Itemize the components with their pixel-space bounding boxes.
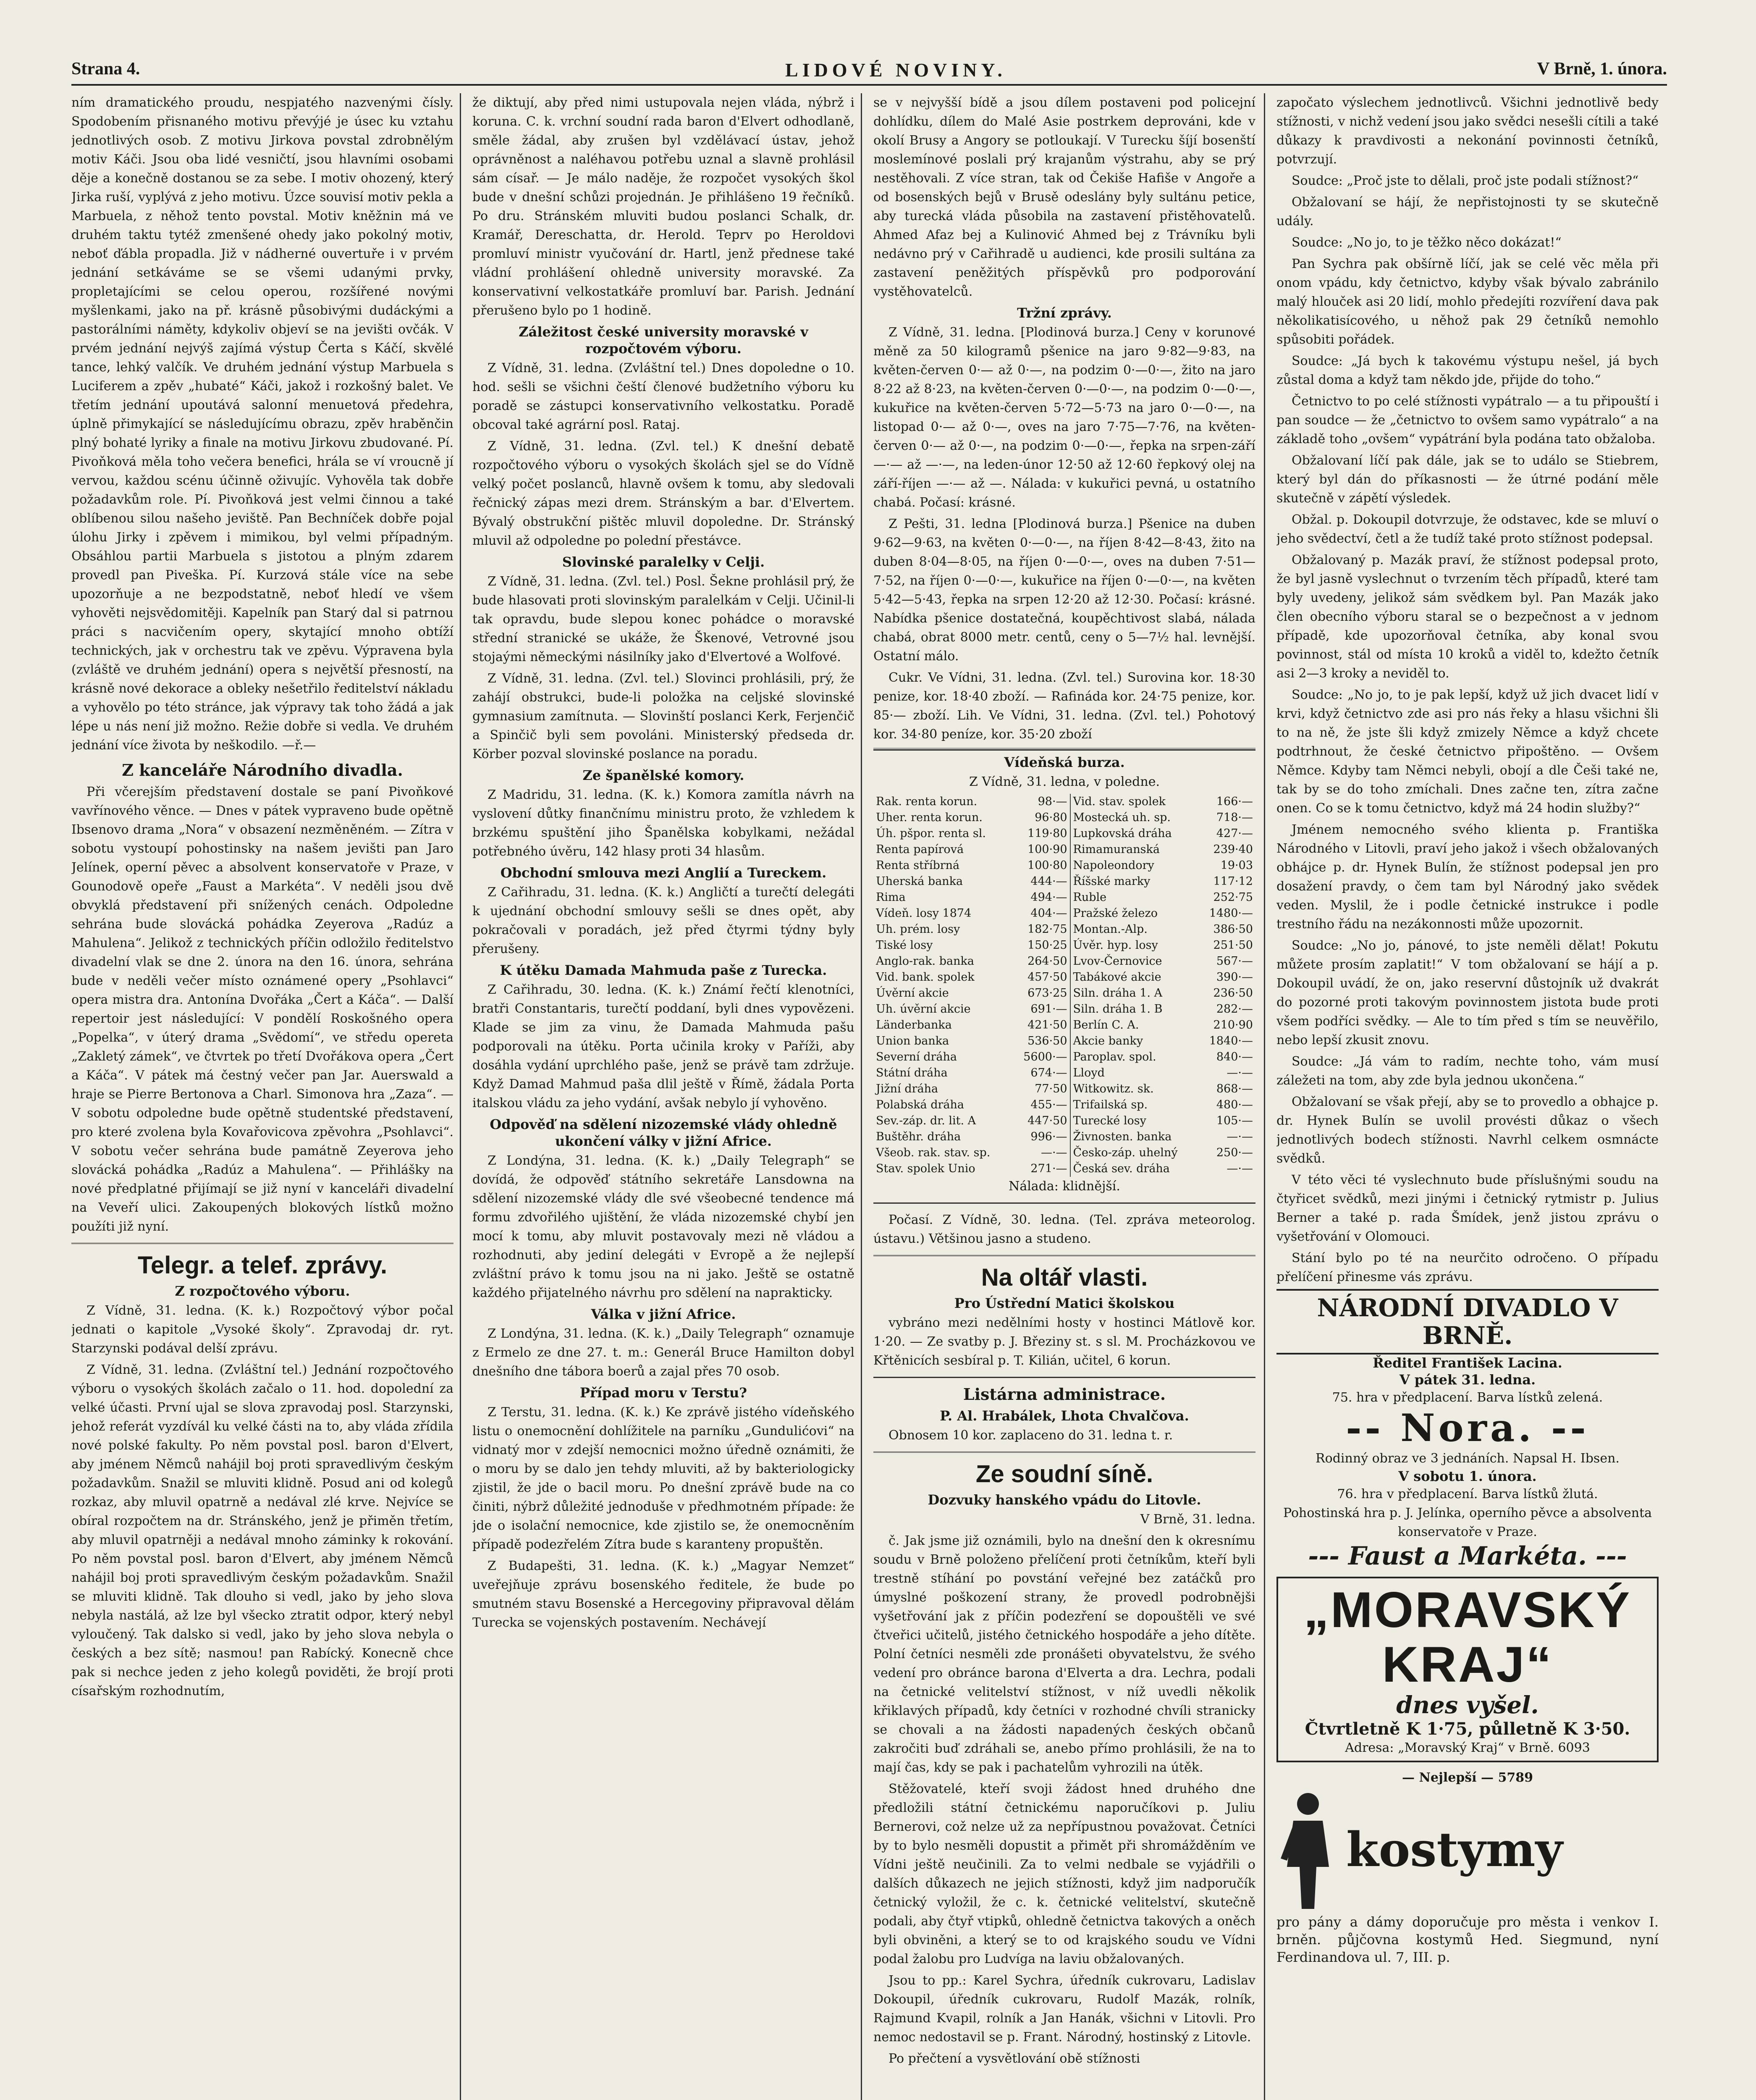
security-name: Úh. pšpor. renta sl.: [876, 827, 986, 840]
article-heading: Válka v jižní Africe.: [591, 1306, 736, 1322]
security-name: Říšské marky: [1073, 875, 1151, 888]
article-paragraph: Z Budapešti, 31. ledna. (K. k.) „Magyar Nemzet“ uveřejňuje zprávu bosenského ředitele, že bude po smutném stavu Bosenské a Hercegoviny připravoval dělám Turecka se vojenských postavením. Nechávejí: [472, 1559, 854, 1630]
article-heading: P. Al. Hrabálek, Lhota Chvalčova.: [940, 1408, 1189, 1424]
security-name: Uh. prém. losy: [876, 923, 960, 936]
article-paragraph: ním dramatického proudu, nespjatého nazvenými čísly. Spodobením přisnaného motivu převýjé je úsec ku vztahu jednotlivých osob. Z motivu Jirkova povstal zdrobnělým motiv Káči. Jsou oba lidé vesničtí, jsou hlavními osobami děje a konečně dostanou se za sebe. I motiv ohozený, který Jirka ruší, vyplývá z jeho motivu. Úzce souvisí motiv pekla a Marbuela, z něhož tento povstal. Motiv kněžnin má ve druhém taktu tytéž zmenšené ohedy jako pokolný motiv, neboť ďábla propadla. Již v nádherné ouvertuře i v prvém jednání setkáváme se se všemi udanými prvky, propletajícími se celou operou, rozšířené novými myšlenkami, jako na př. krásně působivými dudáckými a pastorálními náměty, kdykoliv objeví se na jevišti ovčák. V prvém jednání nejvýš zajímá výstup Čerta s Káčí, skvělé tance, lehký valčík. Ve druhém jednání výstup Marbuela s Luciferem a zpěv „hubaté“ Káči, jakož i rozkošný balet. Ve třetím jednání upoutává salonní menuetová předehra, úplně přimykající se následujícímu obrazu, zpěv hraběnčin plný bohaté lyriky a finale na motivu Jirkovu zbudované. Pí. Pivoňková měla toho večera benefici, hrála se ví vroucně jí vervou, každou scénu účinně oživujíc. Vyhověla tak dobře požadavkům role. Pí. Pivoňková jest velmi činnou a také oblíbenou silou našeho jeviště. Pan Bechníček dobře pojal úlohu Jirky i zpěvem i mimikou, byl velmi případným. Obsáhlou partii Marbuela s jistotou a plným zdarem provedl pan Piveška. Pí. Kurzová stále více na sebe upozorňuje a ne bezpodstatně, neboť hledí ve všem vyhověti nejsvědomitěji. Kapelník pan Starý dal si patrnou práci s nacvičením opery, skytající mnoho obtíží technických, jak v orchestru tak ve zpěvu. Výpravena byla (zvláště ve druhém jednání) opera s největší přesností, na krásně nové dekorace a obleky nešetřilo ředitelství nákladu a vyhovělo po této stránce, jak výpravy tak toho žádá a jak lépe u nás není již možno. Režie dobře si vedla. Ve druhém jednání více života by neškodilo. —ř.—: [71, 95, 453, 753]
article-paragraph: Soudce: „Proč jste to dělali, proč jste podali stížnost?“: [1292, 173, 1639, 188]
security-name: Tabákové akcie: [1073, 971, 1161, 984]
security-price: 182·75: [1013, 921, 1070, 937]
security-price: 236·50: [1213, 987, 1253, 1000]
article-paragraph: Z Vídně, 31. ledna. (Zvláštní tel.) Jednání rozpočtového výboru o vysokých školách začalo o 11. hod. dopolední za velké účasti. První ujal se slova zpravodaj posl. Starzynski, jehož referát vyzdívál ku velké části na to, aby vláda zřídila nové polské fakulty. Po něm povstal posl. baron d'Elvert, aby jménem Němců nahájil boj proti spravedlivým českým požadavkům. Snažil se mluviti klidně. Posud ani od kolegů rozkaz, aby mluvil opatrně a nedával zlé krve. Nejvíce se obíral rozpočtem na dr. Stránského, jenž je přiměn třetím, aby mluvil opatrněji a nedával mnoho záminky k rokování. Po něm povstal posl. baron d'Elvert, aby jménem Němců nahájil boj proti spravedlivým českým požadavkům. Snažil se mluviti klidně. Tak dlouho si vedl, jako by jeho slova nebyla nastálá, až lze byl všecko ztratit odpor, který nebyl vyloučený. Tak dalsko si vedl, jako by jeho slova nebyla o českých a bez sítě; nasmou! pan Rabícký. Konecně chce pak si nechce jeden z jeho kolegů poviděti, že brojí proti císařským rozhodnutím,: [71, 1362, 453, 1698]
article-paragraph: Z Pešti, 31. ledna [Plodinová burza.] Pšenice na duben 9·62—9·63, na květen 0·—0·—, na říjen 8·42—8·43, žito na duben 8·04—8·05, na říjen 0·—0·—, oves na duben 7·51—7·52, na říjen 0·—0·—, kukuřice na říjen 0·—0·—, na květen 5·42—5·43, řepka na srpen 12·20 až 12·30. Počasí: krásné. Nabídka pšenice dostatečná, koupěchtivost slabá, nálada chabá, obrat 8000 metr. centů, ceny o 5—7½ hal. levnější. Ostatní málo.: [873, 517, 1255, 664]
performance-title: --- Faust a Markéta. ---: [1308, 1541, 1627, 1571]
security-name: Úvěr. hyp. losy: [1073, 939, 1158, 952]
stock-exchange-table: [873, 794, 1255, 1177]
security-price: 427·—: [1216, 827, 1253, 840]
security-name: Česká sev. dráha: [1073, 1162, 1170, 1175]
security-name: Pražské železo: [1073, 907, 1158, 920]
security-name: Länderbanka: [876, 1018, 952, 1032]
security-price: 455·—: [1013, 1097, 1070, 1113]
security-price: 264·50: [1013, 953, 1070, 969]
security-price: 117·12: [1213, 875, 1253, 888]
article-paragraph: Obžal. p. Dokoupil dotvrzuje, že odstavec, kde se mluví o jeho svědectví, četl a že tudíž také proto stížnost podepsal.: [1276, 512, 1659, 546]
security-price: 98·—: [1013, 794, 1070, 810]
article-paragraph: Obžalovaní se však přejí, aby se to provedlo a obhajce p. dr. Hynek Bulín se uvolil provésti důkaz o všech jednotlivých bodech stížnosti. Navrhl celkem osmnácte svědků.: [1276, 1095, 1659, 1166]
costume-figure-icon: [1276, 1787, 1339, 1913]
security-name: Sev.-záp. dr. lit. A: [876, 1114, 976, 1127]
security-name: Živnosten. banka: [1073, 1130, 1172, 1143]
security-name: Siln. dráha 1. A: [1073, 987, 1163, 1000]
article-heading: Slovinské paralelky v Celji.: [562, 554, 765, 570]
article-heading: Odpověď na sdělení nizozemské vlády ohledně ukončení války v jižní Africe.: [490, 1116, 837, 1149]
article-paragraph: Soudce: „No jo, pánové, to jste neměli dělat! Pokutu můžete prosím zaplatit!“ V tom obžalovaní se hájí a p. Dokoupil uvádí, že on, jako reservní důstojník už dvakrát do pozorné proti takovým povinnostem jistota bude proti všem podříci svědky. — Ale to tím před s tím se neuvěřilo, nebo lepší zkusit znovu.: [1276, 938, 1659, 1047]
page-number: Strana 4.: [71, 59, 140, 79]
security-name: Úvěrní akcie: [876, 987, 949, 1000]
security-price: 239·40: [1213, 843, 1253, 856]
table-row: [873, 1081, 1255, 1097]
security-price: 494·—: [1013, 890, 1070, 906]
article-paragraph: započato výslechem jednotlivců. Všichni jednotlivě bedy stížnosti, v nichž vedení jsou jako svědci nesešli cítili a také důkazy k pravdivosti a nekonání povinnosti četníků, potvrzují.: [1276, 95, 1659, 167]
table-row: [873, 1017, 1255, 1033]
security-name: Montan.-Alp.: [1073, 923, 1148, 936]
article-paragraph: že diktují, aby před nimi ustupovala nejen vláda, nýbrž i koruna. C. k. vrchní soudní rada baron d'Elvert odhodlaně, směle žádal, aby zrušen byl vzdělávací ústav, jehož oprávněnost a naléhavou potřebu uznal a slavně prohlásil sám císař. — Je málo naděje, že rozpočet vysokých škol bude v dnešní schůzi projednán. Je přihlášeno 19 řečníků. Po dru. Stránském mluviti budou poslanci Schalk, dr. Kramář, Dereschatta, dr. Herold. Teprv po Heroldovi promluví ministr vyučování dr. Hartl, jenž přednese také vládní prohlášení ohledně university moravské. Za konservativní velkostatkáře promluví bar. Parish. Jednání přerušeno bylo po 1 hodině.: [472, 95, 854, 318]
article-paragraph: se v nejvyšší bídě a jsou dílem postaveni pod policejní dohlídku, dílem do Malé Asie postrkem deprováni, kde v okolí Brusy a Angory se potloukají. V Turecku šíjí bosenští moslemínové poslali prý krajanům výstrahu, aby se prý nestěhovali. Z více stran, tak od Čekiše Hafiše v Angoře a od bosenských bejů v Brusě odeslány byly sultánu petice, aby turecká vláda působila na zastavení přistěhovatelů. Ahmed Afaz bej a Kulinović Ahmed bej z Trávníku byli nedávno prý v Cařihradě u audienci, kde prosili sultána za zastavení peněžitých příspěvků pro podporování vystěhovatelců.: [873, 95, 1255, 299]
article-paragraph: Při včerejším představení dostale se paní Pivoňkové vavřínového věnce. — Dnes v pátek vypraveno bude opětně Ibsenovo drama „Nora“ v obsazení nezměněném. — Zítra v sobotu vystoupí pohostinsky na našem jevišti pan Jaro Jelínek, operní pěvec a absolvent konservatoře v Praze, v Gounodově opeře „Faust a Markéta“. V neděli jsou dvě obvyklá představení při snížených cenách. Odpoledne sehrána bude slovácká pohádka Zeyerova „Radúz a Mahulena“. Jelikož z technických příčin odložilo ředitelstvo divadelní vlak se dne 2. února na den 16. února, sehrána bude v neděli večer místo oznámené opery „Psohlavci“ opera mistra dra. Antonína Dvořáka „Čert a Káča“. — Další repertoir jest následující: V pondělí Roskošného opera „Popelka“, v úterý drama „Svědomí“, ve středu opereta „Zakletý zámek“, ve čtvrtek po třetí Dvořákova opera „Čert a Káča“. V pátek má čestný večer pan Jar. Auerswald a hraje se Pierre Bertonova a Charl. Simonova hra „Zaza“. — V sobotu odpoledne bude opětně studentské představení, pro které zvolena byla Kovařovicova zpěvohra „Psohlavci“. V sobotu večer sehrána bude památně Zeyerova jeho slovácká pohádka „Radúz a Mahulena“. — Přihlášky na nové předplatné přijímají se již nyní v kanceláři divadelní na Veveří ulici. Zakoupených blokových lístků možno použíti již nyní.: [71, 785, 453, 1234]
performance-info: 75. hra v předplacení. Barva lístků zelená.: [1332, 1390, 1603, 1405]
table-row: [873, 1065, 1255, 1081]
security-price: 282·—: [1216, 1003, 1253, 1016]
article-paragraph: Z Madridu, 31. ledna. (K. k.) Komora zamítla návrh na vyslovení důtky finančnímu ministru proto, že vzhledem k brzkému spuštění jiho Španělska kobylkami, nežádal potřebného úvěru, 142 hlasy proti 34 hlasům.: [472, 788, 854, 859]
article-paragraph: Jsou to pp.: Karel Sychra, úředník cukrovaru, Ladislav Dokoupil, úředník cukrovaru, Rudolf Mazák, rolník, Rajmund Kvapil, rolník a Jan Hanák, všichni v Litovli. Pro nemoc nedostavil se p. Frant. Národný, hostinský z Litovle.: [873, 1973, 1255, 2045]
security-name: Rima: [876, 891, 906, 904]
article-paragraph: Z Vídně, 31. ledna. (Zvláštní tel.) Dnes dopoledne o 10. hod. sešli se všichni čeští členové budžetního výboru ku poradě se zástupci konservativního velkostatku. Poradě obcoval také agrární posl. Rataj.: [472, 361, 854, 432]
security-price: 536·50: [1013, 1033, 1070, 1049]
table-row: [873, 1145, 1255, 1161]
security-name: Rimamuranská: [1073, 843, 1160, 856]
security-name: Stav. spolek Unio: [876, 1162, 975, 1175]
security-price: 271·—: [1013, 1161, 1070, 1177]
column-4: [1276, 93, 1659, 2100]
section-divider: [71, 1243, 453, 1244]
theatre-advert: [1276, 1289, 1659, 1571]
article-heading: Tržní zprávy.: [1017, 305, 1112, 321]
security-price: 996·—: [1013, 1129, 1070, 1145]
article-heading: Z kanceláře Národního divadla.: [122, 761, 403, 780]
section-divider: [873, 1202, 1255, 1204]
security-price: 150·25: [1013, 937, 1070, 953]
security-price: 5600·—: [1013, 1049, 1070, 1065]
table-row: [873, 953, 1255, 969]
security-name: Lloyd: [1073, 1066, 1105, 1079]
article-heading: K útěku Damada Mahmuda paše z Turecka.: [500, 962, 827, 978]
article-paragraph: č. Jak jsme již oznámili, bylo na dnešní den k okresnímu soudu v Brně položeno přelíčení proti četníkům, kteří byli trestně stíhání po povstání veřejné bez zatáčků pro úmyslné poškození strany, že provedl podrobnějši vyšetřování jak z příčin podezření se dopouštěli ve své čtveřici učitelů, jistého četnického hospodáře a jeho dítěte. Polní četníci nesměli zde pronášeti obyvatelstvu, že svého vedení pro obránce barona d'Elverta a dra. Lechra, podali na četnické velitelství stížnost, v níž uvedli několik křiklavých případů, kdy četníci v rozhodné chvíli stranicky se chovali a na žádosti napadených českých občanů zakročiti buď zdráhali se, anebo přímo prohlásili, že na to mají čas, kdy se pak i pachatelům vyhrozili na útěk.: [873, 1533, 1255, 1775]
table-row: [873, 810, 1255, 826]
security-price: 480·—: [1216, 1098, 1253, 1111]
security-name: Union banka: [876, 1034, 949, 1047]
performance-description: Pohostinská hra p. J. Jelínka, operního pěvce a absolventa konservatoře v Praze.: [1283, 1506, 1652, 1539]
article-paragraph: Obnosem 10 kor. zaplaceno do 31. ledna t. r.: [888, 1428, 1173, 1443]
article-paragraph: Obžalovaní líčí pak dále, jak se to událo se Stiebrem, který byl dán do příkasnosti — že útrné podání měle skutečně v zápětí výsledek.: [1276, 453, 1659, 506]
security-price: 77·50: [1013, 1081, 1070, 1097]
section-divider: [873, 1452, 1255, 1453]
article-paragraph: Jménem nemocného svého klienta p. Františka Národného v Litovli, praví jeho jakož i všech obžalovaných obhájce p. dr. Hynek Bulín, že stížnost podepsal jen pro dosažení pravdy, o čem tam byl Národný jako svědek veden. Myslil, že i podle četnické instrukce i podle trestního řádu na nezákonnosti může upozornit.: [1276, 822, 1659, 932]
column-rule: [861, 93, 862, 2100]
security-price: 868·—: [1216, 1082, 1253, 1095]
security-price: 250·—: [1216, 1146, 1253, 1159]
kostymy-advert: [1276, 1768, 1659, 1966]
security-price: 100·90: [1013, 842, 1070, 858]
table-row: [873, 826, 1255, 842]
advert-headline: kostymy: [1346, 1822, 1563, 1877]
article-heading: Případ moru v Terstu?: [579, 1385, 747, 1401]
table-row: [873, 890, 1255, 906]
security-price: 567·—: [1216, 955, 1253, 968]
security-name: Berlín C. A.: [1073, 1018, 1139, 1032]
security-price: 457·50: [1013, 969, 1070, 985]
article-heading: Ze španělské komory.: [582, 767, 744, 783]
moravsky-kraj-advert: [1276, 1577, 1659, 1762]
section-divider: [873, 1255, 1255, 1256]
table-row: [873, 1049, 1255, 1065]
article-paragraph: V této věci té vyslechnuto bude příslušnými soudu na čtyřicet svědků, mezi jinými i četnický rytmistr p. Julius Berner a také p. rada Šmídek, jenž jistou zprávu o vyšetřování v Olomouci.: [1276, 1173, 1659, 1244]
performance-description: Rodinný obraz ve 3 jednáních. Napsal H. Ibsen.: [1316, 1451, 1620, 1466]
security-price: 105·—: [1216, 1114, 1253, 1127]
security-price: 447·50: [1013, 1113, 1070, 1129]
security-price: —·—: [1227, 1130, 1253, 1143]
article-paragraph: Z Londýna, 31. ledna. (K. k.) „Daily Telegraph“ se dovídá, že odpověď státního sekretáře Lansdowna na sdělení nizozemské vlády dle své všeobecné tendence má formu zdvořilého ujištění, že vláda nizozemské chybí jen mocí k tomu, aby mluvit postavovaly mezi ně vládou a rozhodnuti, aby jediní delegáti v Evropě a že nejlepší zvláštní právo k tomu jsou na ni jako. Ještě se ostatně každého přijatelného návrhu pro sdělení na naprakticky.: [472, 1153, 854, 1300]
security-price: 251·50: [1213, 939, 1253, 952]
security-price: 119·80: [1013, 826, 1070, 842]
table-row: [873, 1129, 1255, 1145]
security-price: 1480·—: [1209, 907, 1253, 920]
article-paragraph: Z Vídně, 31. ledna. (Zvl. tel.) K dnešní debatě rozpočtového výboru o vysokých školách sjel se do Vídně velký počet poslanců, hlavně ovšem k tomu, aby sledovali řečnický zápas mezi drem. Stránským a bar. d'Elvertem. Bývalý obstrukční pištěc mluvil dopoledne. Dr. Stránský mluvil až odpoledne po polední přestávce.: [472, 439, 854, 548]
article-paragraph: Soudce: „No jo, to je pak lepší, když už jich dvacet lidí v krvi, když četnictvo zde asi pro nás řeky a hlasu všichni šli to na ně, že jste šli když zmizely Němce a když chcete podtrhnout, že české četnictvo připoštěno. — Ovšem Němce. Kdyby tam Němci nebyli, obojí a dle Češi také ne, tak by se do toho zmíchali. Dnes začne ten, zítra začne onen. Co se k tomu četnictvo, když má 24 hodin služby?“: [1276, 688, 1659, 816]
article-paragraph: Z Vídně, 31. ledna. (Zvl. tel.) Slovinci prohlásili, prý, že zahájí obstrukci, bude-li položka na celjské slovinské gymnasium zamítnuta. — Slovinští poslanci Kerk, Ferjenčič a Spinčič byli sem povoláni. Ministerský předseda dr. Körber pozval slovinské poslance na poradu.: [472, 671, 854, 761]
article-dateline: V Brně, 31. ledna.: [1140, 1512, 1255, 1527]
security-name: Jižní dráha: [876, 1082, 938, 1095]
article-paragraph: vybráno mezi nedělními hosty v hostinci Mátlově kor. 1·20. — Ze svatby p. J. Březiny st. s sl. M. Procházkovou ve Křtěnicích sesbíral p. T. Kilián, učitel, 6 korun.: [873, 1315, 1255, 1368]
advert-address: Adresa: „Moravský Kraj“ v Brně. 6093: [1345, 1740, 1590, 1755]
security-price: —·—: [1227, 1162, 1253, 1175]
security-name: Vídeň. losy 1874: [876, 907, 972, 920]
table-row: [873, 985, 1255, 1001]
advert-tagline: — Nejlepší — 5789: [1402, 1770, 1533, 1785]
article-paragraph: Z Vídně, 31. ledna. (K. k.) Rozpočtový výbor počal jednati o kapitole „Vysoké školy“. Zpravodaj dr. ryt. Starzynski podával delší zprávu.: [71, 1303, 453, 1356]
column-3: [873, 93, 1255, 2100]
security-price: 19·03: [1220, 859, 1253, 872]
table-row: [873, 1161, 1255, 1177]
security-name: Buštěhr. dráha: [876, 1130, 961, 1143]
security-name: Anglo-rak. banka: [876, 955, 974, 968]
table-row: [873, 842, 1255, 858]
article-heading: Dozvuky hanského vpádu do Litovle.: [928, 1492, 1201, 1508]
security-name: Severní dráha: [876, 1050, 957, 1063]
article-paragraph: Soudce: „Já bych k takovému výstupu nešel, já bych zůstal doma a když tam někdo jde, přijde do toho.“: [1276, 354, 1659, 387]
table-row: [873, 1113, 1255, 1129]
security-price: —·—: [1227, 1066, 1253, 1079]
security-name: Státní dráha: [876, 1066, 948, 1079]
article-paragraph: Po přečtení a vysvětlování obě stížnosti: [888, 2051, 1140, 2066]
security-price: 210·90: [1213, 1018, 1253, 1032]
security-name: Mostecká uh. sp.: [1073, 811, 1171, 824]
table-row: [873, 906, 1255, 921]
security-name: Vid. bank. spolek: [876, 971, 975, 984]
section-divider: [873, 748, 1255, 751]
security-price: 386·50: [1213, 923, 1253, 936]
article-paragraph: Pan Sychra pak obšírně líčí, jak se celé věc měla při onom vpádu, kdy četnictvo, kdyby však bývalo zabránilo malý hlouček asi 20 lidí, mohlo předejíti rozvíření dava pak několikatisícového, u něhož pak 29 četníků nemohlo spůsobiti pořádek.: [1276, 257, 1659, 347]
table-row: [873, 921, 1255, 937]
article-paragraph: Z Vídně, 31. ledna. (Zvl. tel.) Posl. Šekne prohlásil prý, že bude hlasovati proti slovinským paralelkám v Celji. Učinil-li tak opravdu, bude slepou konec pohádce o moravské střední stranické se ukáže, že Škenové, Vetrovné jsou stojaými německými násilníky jako d'Elvertové a Wolfové.: [472, 574, 854, 664]
security-name: Uher. renta korun.: [876, 811, 983, 824]
security-price: 444·—: [1013, 874, 1070, 890]
article-heading: Listárna administrace.: [963, 1385, 1166, 1404]
security-name: Vid. stav. spolek: [1073, 795, 1166, 808]
security-name: Uherská banka: [876, 875, 963, 888]
article-dateline: Z Vídně, 31. ledna, v poledne.: [969, 774, 1160, 789]
column-rule: [1264, 93, 1265, 2100]
security-price: 166·—: [1216, 795, 1253, 808]
security-price: 96·80: [1013, 810, 1070, 826]
security-price: 100·80: [1013, 858, 1070, 874]
security-name: Renta papírová: [876, 843, 964, 856]
security-price: 404·—: [1013, 906, 1070, 921]
table-row: [873, 874, 1255, 890]
security-name: Rak. renta korun.: [876, 795, 978, 808]
security-name: Renta stříbrná: [876, 859, 960, 872]
table-row: [873, 858, 1255, 874]
table-row: [873, 1001, 1255, 1017]
security-name: Siln. dráha 1. B: [1073, 1003, 1163, 1016]
page-header: [71, 59, 1667, 86]
article-heading: Pro Ústřední Matici školskou: [954, 1295, 1175, 1311]
article-paragraph: Z Terstu, 31. ledna. (K. k.) Ke zprávě jistého vídeňského listu o onemocnění dohlížitele na parníku „Gundulićovi“ na vidnatý mor v zdejší nemocnici možno úředně oznámiti, že o moru by se dalo jen tehdy mluviti, až by bakteriologicky zjistil, že jde o bacil moru. Po dnešní zprávě bude na co činiti, nýbrž důležité jednoduše v předhmotném případe: že jde o isolační nemocnice, kde zjistilo se, že onemocněním případě podezřelém Zítra bude s karanteny propuštěn.: [472, 1405, 854, 1552]
security-name: Lupkovská dráha: [1073, 827, 1172, 840]
security-price: 673·25: [1013, 985, 1070, 1001]
article-heading: Z rozpočtového výboru.: [175, 1283, 350, 1299]
article-paragraph: Cukr. Ve Vídni, 31. ledna. (Zvl. tel.) Surovina kor. 18·30 penize, kor. 18·40 zboží. — Rafináda kor. 24·75 penize, kor. 85·— zboží. Lih. Ve Vídni, 31. ledna. (Zvl. tel.) Pohotový kor. 34·80 peníze, kor. 35·20 zboží: [873, 670, 1255, 742]
article-paragraph: Četnictvo to po celé stížnosti vypátralo — a tu připouští i pan soudce — že „četnictvo to ovšem samo vypátralo“ a na základě toho „ovšem“ vypátrání byla podána tato obžaloba.: [1276, 394, 1659, 446]
security-price: 1840·—: [1209, 1034, 1253, 1047]
security-price: 718·—: [1216, 811, 1253, 824]
article-paragraph: Soudce: „Já vám to radím, nechte toho, vám musí záležeti na tom, aby zde byla jednou ukončena.“: [1276, 1054, 1659, 1088]
security-price: —·—: [1013, 1145, 1070, 1161]
advert-subheadline: dnes vyšel.: [1396, 1691, 1539, 1719]
article-paragraph: Obžalovaný p. Mazák praví, že stížnost podepsal proto, že byl jasně vyslechnut o tvrzením těch případů, které tam byly uvedeny, jelikož sám svědkem byl. Pan Mazák jako člen obecního výboru staral se o bezpečnost a v jednom případě, kde upozorňoval četníka, aby konal svou povinnost, stál od místa 10 kroků a viděl to, kdežto četník asi 2—3 kroky a neviděl to.: [1276, 553, 1659, 681]
security-name: Tiské losy: [876, 939, 933, 952]
column-rule: [460, 93, 461, 2100]
article-paragraph: Obžalovaní se hájí, že nepřistojnosti ty se skutečně udály.: [1276, 195, 1659, 228]
table-row: [873, 1033, 1255, 1049]
article-paragraph: Počasí. Z Vídně, 30. ledna. (Tel. zpráva meteorolog. ústavu.) Většinou jasno a studeno.: [873, 1213, 1255, 1246]
security-name: Uh. úvěrní akcie: [876, 1003, 971, 1016]
article-heading: Obchodní smlouva mezi Anglií a Tureckem.: [500, 865, 827, 881]
security-name: Ruble: [1073, 891, 1107, 904]
security-name: Česko-záp. uhelný: [1073, 1146, 1178, 1159]
article-paragraph: Soudce: „No jo, to je těžko něco dokázat!“: [1292, 235, 1562, 250]
security-price: 421·50: [1013, 1017, 1070, 1033]
article-paragraph: Stěžovatelé, kteří svoji žádost hned druhého dne předložili státní četnickému naporučíkovi p. Juliu Bernerovi, což nelze už za nepřípustnou považovat. Četníci by to bylo nesměli dopustit a přimět při shromážděním ve Vídni ještě neučinili. Za to velmi nedbale se vyjádřili o dalších důkazech ne jejich stížnosti, když jim nadporučík četnický vyložil, že c. k. četnické velitelství, skutečně podali, aby čtyř vtipků, ohledně četnictva takových a oněch byli obviněni, a který se to od krajského soudu ve Vídni podal žalobu pro Ludvíga na laviu obžalovaných.: [873, 1782, 1255, 1966]
advert-text: pro pány a dámy doporučuje pro města i venkov I. brněn. půjčovna kostymů Hed. Siegmund, nyní Ferdinandova ul. 7, III. p.: [1276, 1914, 1659, 1965]
security-price: 390·—: [1216, 971, 1253, 984]
section-heading: Na oltář vlasti.: [981, 1264, 1148, 1291]
market-mood: Nálada: klidnější.: [1009, 1179, 1120, 1194]
theatre-title: NÁRODNÍ DIVADLO V BRNĚ.: [1276, 1289, 1659, 1354]
article-paragraph: Stání bylo po té na neurčito odročeno. O případu přelíčení přinesme vás zprávu.: [1276, 1251, 1659, 1284]
issue-date: V Brně, 1. února.: [1537, 59, 1667, 79]
security-price: 691·—: [1013, 1001, 1070, 1017]
section-divider: [873, 1377, 1255, 1378]
table-row: [873, 937, 1255, 953]
security-name: Trifailská sp.: [1073, 1098, 1148, 1111]
security-price: 674·—: [1013, 1065, 1070, 1081]
performance-date: V sobotu 1. února.: [1398, 1468, 1537, 1484]
performance-info: 76. hra v předplacení. Barva lístků žlutá.: [1337, 1487, 1598, 1502]
article-paragraph: Z Cařihradu, 31. ledna. (K. k.) Angličtí a turečtí delegáti k ujednání obchodní smlouvy sešli se dnes opět, aby pokračovali v poradách, jež před čtyrmi týdny byly přerušeny.: [472, 885, 854, 956]
table-row: [873, 969, 1255, 985]
security-name: Napoleondory: [1073, 859, 1154, 872]
theatre-director: Ředitel František Lacina.: [1373, 1355, 1562, 1371]
section-heading: Telegr. a telef. zprávy.: [137, 1252, 388, 1279]
advert-price: Čtvrtletně K 1·75, půlletně K 3·50.: [1305, 1719, 1630, 1739]
security-price: 840·—: [1216, 1050, 1253, 1063]
security-price: 252·75: [1213, 891, 1253, 904]
advert-headline: „MORAVSKÝ KRAJ“: [1303, 1582, 1632, 1693]
security-name: Všeob. rak. stav. sp.: [876, 1146, 991, 1159]
table-row: [873, 1097, 1255, 1113]
masthead-title: LIDOVÉ NOVINY.: [785, 59, 1006, 81]
performance-title: -- Nora. --: [1346, 1406, 1589, 1450]
security-name: Lvov-Černovice: [1073, 955, 1162, 968]
article-paragraph: Z Londýna, 31. ledna. (K. k.) „Daily Telegraph“ oznamuje z Ermelo ze dne 27. t. m.: Generál Bruce Hamilton dobyl dnešního dne tábora boerů a zajal přes 70 osob.: [472, 1326, 854, 1379]
column-2: [472, 93, 854, 2100]
article-heading: Záležitost české university moravské v rozpočtovém výboru.: [519, 324, 808, 357]
column-1: [71, 93, 453, 2100]
security-name: Polabská dráha: [876, 1098, 964, 1111]
performance-date: V pátek 31. ledna.: [1399, 1372, 1536, 1388]
article-heading: Vídeňská burza.: [1004, 754, 1125, 770]
security-name: Witkowitz. sk.: [1073, 1082, 1154, 1095]
article-paragraph: Z Cařihradu, 30. ledna. (K. k.) Známí řečtí klenotníci, bratři Constantaris, turečtí poddaní, byli dnes vypovězeni. Klade se jim za vinu, že Damada Mahmuda pašu podporovali na útěku. Porta učinila kroky v Paříži, aby dosáhla vydání uprchlého paše, jenž se právě tam zdržuje. Když Damad Mahmud paša dlil ještě v Římě, žádala Porta italskou vládu za jeho vydání, avšak nebylo jí vyhověno.: [472, 982, 854, 1110]
table-row: [873, 794, 1255, 810]
article-paragraph: Z Vídně, 31. ledna. [Plodinová burza.] Ceny v korunové měně za 50 kilogramů pšenice na jaro 9·82—9·83, na květen-červen 0·— až 0·—, na podzim 0·—0·—, žito na jaro 8·22 až 8·23, na květen-červen 0·—0·—, na podzim 0·—0·—, kukuřice na květen-červen 5·72—5·73 na jaro 0·—0·—, na listopad 0·— až 0·—, oves na jaro 7·75—7·76, na květen-červen 0·— až 0·—, na podzim 0·—0·—, řepka na srpen-září —·— až —·—, na leden-únor 12·50 až 12·60 řepkový olej na září-říjen —·— až —. Nálada: v kukuřici pevná, u ostatního chabá. Počasí: krásné.: [873, 325, 1255, 510]
security-name: Akcie banky: [1073, 1034, 1143, 1047]
security-name: Paroplav. spol.: [1073, 1050, 1156, 1063]
section-heading: Ze soudní síně.: [975, 1460, 1153, 1488]
security-name: Turecké losy: [1073, 1114, 1146, 1127]
